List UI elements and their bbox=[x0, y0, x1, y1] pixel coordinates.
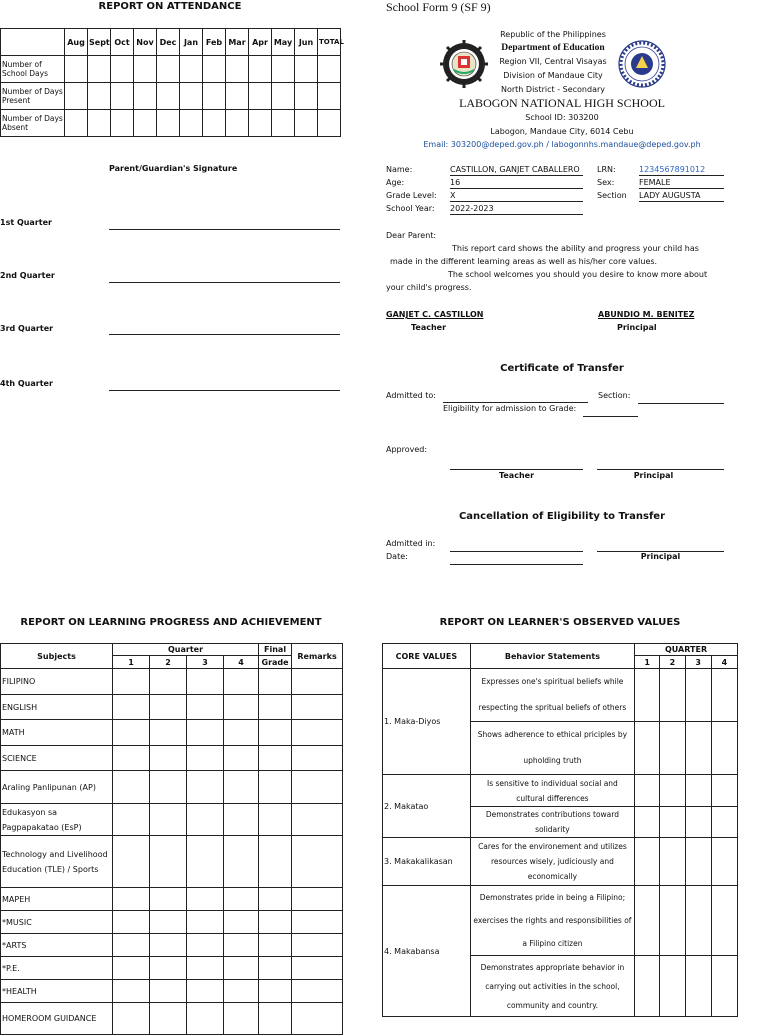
month-header: Feb bbox=[203, 29, 226, 56]
subject-row bbox=[1, 980, 343, 1003]
remarks-cell[interactable] bbox=[292, 746, 343, 771]
value-rating-cell[interactable] bbox=[660, 722, 685, 775]
transfer-title: Certificate of Transfer bbox=[500, 363, 624, 374]
values-quarter-number: 2 bbox=[660, 656, 685, 669]
quarter-grade-cell[interactable] bbox=[224, 911, 259, 934]
subject-row bbox=[1, 934, 343, 957]
deped-seal-icon bbox=[618, 40, 666, 88]
quarter-grade-cell[interactable] bbox=[224, 957, 259, 980]
final-grade-cell[interactable] bbox=[259, 836, 292, 888]
final-grade-cell[interactable] bbox=[259, 980, 292, 1003]
value-rating-cell[interactable] bbox=[635, 807, 660, 838]
quarter-grade-cell[interactable] bbox=[150, 804, 187, 836]
quarter-grade-cell[interactable] bbox=[224, 888, 259, 911]
remarks-cell[interactable] bbox=[292, 720, 343, 746]
value-rating-cell[interactable] bbox=[635, 722, 660, 775]
month-header: Jun bbox=[295, 29, 318, 56]
subject-name: Technology and Livelihood Education (TLE) / Sports bbox=[1, 836, 113, 888]
republic-line: Republic of the Philippines bbox=[500, 30, 606, 39]
grades-table bbox=[0, 643, 343, 1035]
behavior-statement: Is sensitive to individual social and cultural differences bbox=[470, 775, 634, 807]
attendance-cell[interactable] bbox=[111, 83, 134, 110]
principal-name: ABUNDIO M. BENITEZ bbox=[598, 310, 695, 319]
signature-line[interactable] bbox=[109, 334, 340, 335]
subject-row bbox=[1, 957, 343, 980]
quarter-grade-cell[interactable] bbox=[150, 1003, 187, 1035]
subject-row bbox=[1, 746, 343, 771]
quarter-label: 3rd Quarter bbox=[0, 324, 54, 333]
core-value: 3. Makakalikasan bbox=[383, 838, 471, 886]
value-rating-cell[interactable] bbox=[685, 838, 711, 886]
core-value: 2. Makatao bbox=[383, 775, 471, 838]
quarter-grade-cell[interactable] bbox=[224, 1003, 259, 1035]
letter-line: This report card shows the ability and progress your child has bbox=[452, 244, 699, 253]
quarter-grade-cell[interactable] bbox=[150, 695, 187, 720]
quarter-grade-cell[interactable] bbox=[113, 771, 150, 804]
quarter-grade-cell[interactable] bbox=[150, 957, 187, 980]
quarter-grade-cell[interactable] bbox=[187, 836, 224, 888]
quarter-number: 4 bbox=[224, 656, 259, 669]
attendance-row bbox=[1, 110, 341, 137]
attendance-row-label: Number of School Days bbox=[1, 56, 65, 83]
remarks-cell[interactable] bbox=[292, 804, 343, 836]
attendance-cell[interactable] bbox=[249, 83, 272, 110]
value-rating-cell[interactable] bbox=[711, 838, 737, 886]
value-rating-cell[interactable] bbox=[635, 956, 660, 1017]
quarter-grade-cell[interactable] bbox=[224, 836, 259, 888]
remarks-cell[interactable] bbox=[292, 771, 343, 804]
quarter-grade-cell[interactable] bbox=[187, 1003, 224, 1035]
school-year-label: School Year: bbox=[386, 204, 435, 213]
quarter-grade-cell[interactable] bbox=[150, 934, 187, 957]
attendance-cell[interactable] bbox=[134, 110, 157, 137]
attendance-row-label: Number of Days Present bbox=[1, 83, 65, 110]
quarter-grade-cell[interactable] bbox=[113, 695, 150, 720]
transfer-principal-line[interactable] bbox=[597, 469, 724, 470]
school-seal-icon bbox=[440, 40, 488, 88]
behavior-statement: Expresses one's spiritual beliefs while respecting the spritual beliefs of others bbox=[470, 669, 634, 722]
quarter-grade-cell[interactable] bbox=[224, 669, 259, 695]
remarks-cell[interactable] bbox=[292, 1003, 343, 1035]
attendance-cell[interactable] bbox=[180, 56, 203, 83]
behavior-statement: Shows adherence to ethical priciples by upholding truth bbox=[470, 722, 634, 775]
attendance-cell[interactable] bbox=[226, 56, 249, 83]
lrn-label: LRN: bbox=[597, 165, 616, 174]
subject-row bbox=[1, 720, 343, 746]
quarter-grade-cell[interactable] bbox=[187, 695, 224, 720]
final-grade-cell[interactable] bbox=[259, 957, 292, 980]
school-name: LABOGON NATIONAL HIGH SCHOOL bbox=[459, 96, 665, 110]
quarter-grade-cell[interactable] bbox=[224, 980, 259, 1003]
section-field[interactable] bbox=[638, 403, 724, 404]
value-rating-cell[interactable] bbox=[685, 886, 711, 956]
value-rating-cell[interactable] bbox=[685, 722, 711, 775]
quarter-grade-cell[interactable] bbox=[224, 695, 259, 720]
quarter-grade-cell[interactable] bbox=[187, 888, 224, 911]
quarter-grade-cell[interactable] bbox=[187, 746, 224, 771]
remarks-cell[interactable] bbox=[292, 888, 343, 911]
sex-label: Sex: bbox=[597, 178, 615, 187]
transfer-principal-label: Principal bbox=[633, 471, 674, 480]
values-quarter-number: 3 bbox=[685, 656, 711, 669]
teacher-role: Teacher bbox=[411, 323, 447, 332]
cancellation-principal-label: Principal bbox=[640, 552, 681, 561]
final-grade-cell[interactable] bbox=[259, 934, 292, 957]
quarter-grade-cell[interactable] bbox=[113, 804, 150, 836]
subject-row bbox=[1, 669, 343, 695]
grades-title: REPORT ON LEARNING PROGRESS AND ACHIEVEMENT bbox=[20, 617, 322, 628]
value-rating-cell[interactable] bbox=[635, 669, 660, 722]
date-label: Date: bbox=[386, 552, 408, 561]
values-title: REPORT ON LEARNER'S OBSERVED VALUES bbox=[439, 617, 681, 628]
subject-name: Edukasyon sa Pagpapakatao (EsP) bbox=[1, 804, 113, 836]
value-rating-cell[interactable] bbox=[711, 669, 737, 722]
attendance-corner bbox=[1, 29, 65, 56]
quarter-grade-cell[interactable] bbox=[187, 911, 224, 934]
principal-role: Principal bbox=[617, 323, 657, 332]
value-rating-cell[interactable] bbox=[711, 956, 737, 1017]
remarks-cell[interactable] bbox=[292, 695, 343, 720]
quarter-grade-cell[interactable] bbox=[113, 957, 150, 980]
quarter-grade-cell[interactable] bbox=[224, 720, 259, 746]
month-header: TOTAL bbox=[318, 29, 341, 56]
behavior-statement: Demonstrates pride in being a Filipino; exercises the rights and responsibilities of a Filipino citizen bbox=[470, 886, 634, 956]
attendance-cell[interactable] bbox=[318, 110, 341, 137]
month-header: Dec bbox=[157, 29, 180, 56]
quarter-header: Quarter bbox=[113, 644, 259, 656]
attendance-cell[interactable] bbox=[157, 110, 180, 137]
teacher-name: GANJET C. CASTILLON bbox=[386, 310, 484, 319]
attendance-table bbox=[0, 28, 344, 137]
value-rating-cell[interactable] bbox=[711, 775, 737, 807]
behavior-statement: Demonstrates contributions toward solidarity bbox=[470, 807, 634, 838]
quarter-grade-cell[interactable] bbox=[150, 888, 187, 911]
behavior-header: Behavior Statements bbox=[470, 644, 634, 669]
remarks-cell[interactable] bbox=[292, 669, 343, 695]
form-code: School Form 9 (SF 9) bbox=[386, 0, 491, 14]
subject-row bbox=[1, 804, 343, 836]
attendance-cell[interactable] bbox=[157, 56, 180, 83]
quarter-grade-cell[interactable] bbox=[187, 980, 224, 1003]
quarter-grade-cell[interactable] bbox=[113, 980, 150, 1003]
lrn-value: 1234567891012 bbox=[639, 165, 724, 176]
final-grade-cell[interactable] bbox=[259, 804, 292, 836]
quarter-number: 1 bbox=[113, 656, 150, 669]
month-header: Apr bbox=[249, 29, 272, 56]
subject-name: *MUSIC bbox=[1, 911, 113, 934]
attendance-cell[interactable] bbox=[203, 83, 226, 110]
subject-name: *HEALTH bbox=[1, 980, 113, 1003]
quarter-grade-cell[interactable] bbox=[113, 669, 150, 695]
letter-line: your child's progress. bbox=[386, 283, 472, 292]
behavior-statement: Demonstrates appropriate behavior in carrying out activities in the school, community and country. bbox=[470, 956, 634, 1017]
quarter-grade-cell[interactable] bbox=[187, 957, 224, 980]
value-rating-cell[interactable] bbox=[685, 956, 711, 1017]
quarter-grade-cell[interactable] bbox=[113, 720, 150, 746]
attendance-cell[interactable] bbox=[88, 83, 111, 110]
core-value: 4. Makabansa bbox=[383, 886, 471, 1017]
eligibility-field[interactable] bbox=[583, 416, 638, 417]
attendance-cell[interactable] bbox=[88, 110, 111, 137]
quarter-grade-cell[interactable] bbox=[224, 934, 259, 957]
subject-name: *ARTS bbox=[1, 934, 113, 957]
values-quarter-number: 1 bbox=[635, 656, 660, 669]
core-value: 1. Maka-Diyos bbox=[383, 669, 471, 775]
month-header: Sept bbox=[88, 29, 111, 56]
subject-name: ENGLISH bbox=[1, 695, 113, 720]
approved-label: Approved: bbox=[386, 445, 428, 454]
age-value: 16 bbox=[450, 178, 583, 189]
value-rating-cell[interactable] bbox=[635, 775, 660, 807]
signature-line[interactable] bbox=[109, 282, 340, 283]
eligibility-label: Eligibility for admission to Grade: bbox=[443, 404, 577, 413]
values-quarter-number: 4 bbox=[711, 656, 737, 669]
quarter-grade-cell[interactable] bbox=[113, 911, 150, 934]
division-line: Division of Mandaue City bbox=[503, 71, 603, 80]
attendance-cell[interactable] bbox=[111, 110, 134, 137]
remarks-cell[interactable] bbox=[292, 836, 343, 888]
values-table bbox=[382, 643, 738, 1017]
attendance-row bbox=[1, 83, 341, 110]
final-grade-cell[interactable] bbox=[259, 746, 292, 771]
final-grade-cell[interactable] bbox=[259, 669, 292, 695]
subject-row bbox=[1, 836, 343, 888]
school-email: Email: 303200@deped.gov.ph / labogonnhs.mandaue@deped.gov.ph bbox=[423, 140, 701, 149]
quarter-grade-cell[interactable] bbox=[113, 934, 150, 957]
quarter-grade-cell[interactable] bbox=[224, 771, 259, 804]
attendance-cell[interactable] bbox=[272, 56, 295, 83]
final-grade-cell[interactable] bbox=[259, 1003, 292, 1035]
subject-row bbox=[1, 771, 343, 804]
parent-signature-label: Parent/Guardian's Signature bbox=[109, 164, 238, 173]
attendance-cell[interactable] bbox=[65, 110, 88, 137]
region-line: Region VII, Central Visayas bbox=[499, 57, 607, 66]
quarter-number: 3 bbox=[187, 656, 224, 669]
quarter-grade-cell[interactable] bbox=[187, 720, 224, 746]
attendance-cell[interactable] bbox=[295, 56, 318, 83]
quarter-number: 2 bbox=[150, 656, 187, 669]
quarter-grade-cell[interactable] bbox=[187, 804, 224, 836]
quarter-grade-cell[interactable] bbox=[150, 911, 187, 934]
behavior-statement: Cares for the environement and utilizes resources wisely, judiciously and economically bbox=[470, 838, 634, 886]
grade-value: X bbox=[450, 191, 583, 202]
month-header: Aug bbox=[65, 29, 88, 56]
subject-name: MAPEH bbox=[1, 888, 113, 911]
quarter-grade-cell[interactable] bbox=[224, 804, 259, 836]
value-rating-cell[interactable] bbox=[685, 669, 711, 722]
attendance-cell[interactable] bbox=[111, 56, 134, 83]
attendance-cell[interactable] bbox=[134, 83, 157, 110]
value-rating-cell[interactable] bbox=[685, 775, 711, 807]
final-grade-cell[interactable] bbox=[259, 720, 292, 746]
attendance-cell[interactable] bbox=[180, 83, 203, 110]
value-rating-cell[interactable] bbox=[660, 838, 685, 886]
value-rating-cell[interactable] bbox=[711, 722, 737, 775]
value-rating-cell[interactable] bbox=[711, 807, 737, 838]
attendance-cell[interactable] bbox=[318, 83, 341, 110]
grade-label: Grade Level: bbox=[386, 191, 437, 200]
attendance-cell[interactable] bbox=[318, 56, 341, 83]
quarter-grade-cell[interactable] bbox=[150, 720, 187, 746]
admitted-in-label: Admitted in: bbox=[386, 539, 436, 548]
value-rating-cell[interactable] bbox=[660, 956, 685, 1017]
quarter-grade-cell[interactable] bbox=[113, 1003, 150, 1035]
school-address: Labogon, Mandaue City, 6014 Cebu bbox=[490, 127, 634, 136]
attendance-cell[interactable] bbox=[226, 83, 249, 110]
attendance-cell[interactable] bbox=[88, 56, 111, 83]
quarter-grade-cell[interactable] bbox=[150, 771, 187, 804]
remarks-header: Remarks bbox=[292, 644, 343, 669]
subject-row bbox=[1, 1003, 343, 1035]
subject-row bbox=[1, 695, 343, 720]
quarter-grade-cell[interactable] bbox=[150, 746, 187, 771]
subject-name: FILIPINO bbox=[1, 669, 113, 695]
final-grade-cell[interactable] bbox=[259, 771, 292, 804]
signature-line[interactable] bbox=[109, 229, 340, 230]
attendance-cell[interactable] bbox=[157, 83, 180, 110]
remarks-cell[interactable] bbox=[292, 980, 343, 1003]
sex-value: FEMALE bbox=[639, 178, 724, 189]
section-field-label: Section: bbox=[598, 391, 631, 400]
attendance-cell[interactable] bbox=[226, 110, 249, 137]
school-id: School ID: 303200 bbox=[525, 113, 599, 122]
attendance-cell[interactable] bbox=[65, 56, 88, 83]
attendance-cell[interactable] bbox=[272, 110, 295, 137]
value-rating-cell[interactable] bbox=[660, 669, 685, 722]
attendance-cell[interactable] bbox=[134, 56, 157, 83]
quarter-label: 1st Quarter bbox=[0, 218, 52, 227]
values-quarter-header: QUARTER bbox=[635, 644, 738, 656]
admitted-to-field[interactable] bbox=[443, 402, 588, 403]
month-header: Oct bbox=[111, 29, 134, 56]
quarter-grade-cell[interactable] bbox=[224, 746, 259, 771]
school-year-value: 2022-2023 bbox=[450, 204, 583, 215]
quarter-grade-cell[interactable] bbox=[187, 669, 224, 695]
month-header: Mar bbox=[226, 29, 249, 56]
name-value: CASTILLON, GANJET CABALLERO bbox=[450, 165, 583, 176]
quarter-label: 2nd Quarter bbox=[0, 271, 55, 280]
value-rating-cell[interactable] bbox=[711, 886, 737, 956]
attendance-cell[interactable] bbox=[295, 110, 318, 137]
section-label: Section bbox=[597, 191, 627, 200]
section-value: LADY AUGUSTA bbox=[639, 191, 724, 202]
subject-row bbox=[1, 888, 343, 911]
value-rating-cell[interactable] bbox=[660, 807, 685, 838]
final-header: Final bbox=[259, 644, 292, 656]
admitted-in-field[interactable] bbox=[450, 551, 583, 552]
remarks-cell[interactable] bbox=[292, 911, 343, 934]
quarter-grade-cell[interactable] bbox=[113, 746, 150, 771]
value-rating-cell[interactable] bbox=[660, 775, 685, 807]
attendance-cell[interactable] bbox=[249, 56, 272, 83]
subject-name: Araling Panlipunan (AP) bbox=[1, 771, 113, 804]
attendance-cell[interactable] bbox=[203, 110, 226, 137]
attendance-row-label: Number of Days Absent bbox=[1, 110, 65, 137]
attendance-cell[interactable] bbox=[203, 56, 226, 83]
subject-name: MATH bbox=[1, 720, 113, 746]
attendance-title: REPORT ON ATTENDANCE bbox=[98, 1, 242, 12]
value-rating-cell[interactable] bbox=[660, 886, 685, 956]
quarter-grade-cell[interactable] bbox=[187, 771, 224, 804]
final-grade-cell[interactable] bbox=[259, 911, 292, 934]
value-rating-cell[interactable] bbox=[635, 838, 660, 886]
quarter-grade-cell[interactable] bbox=[150, 836, 187, 888]
subject-row bbox=[1, 911, 343, 934]
date-field[interactable] bbox=[450, 564, 583, 565]
transfer-teacher-line[interactable] bbox=[450, 469, 583, 470]
letter-line: made in the different learning areas as well as his/her core values. bbox=[390, 257, 658, 266]
month-header: Jan bbox=[180, 29, 203, 56]
letter-greeting: Dear Parent: bbox=[386, 231, 437, 240]
subject-name: HOMEROOM GUIDANCE bbox=[1, 1003, 113, 1035]
name-label: Name: bbox=[386, 165, 413, 174]
month-header: Nov bbox=[134, 29, 157, 56]
signature-line[interactable] bbox=[109, 390, 340, 391]
quarter-grade-cell[interactable] bbox=[113, 836, 150, 888]
quarter-grade-cell[interactable] bbox=[150, 980, 187, 1003]
month-header: May bbox=[272, 29, 295, 56]
subject-name: SCIENCE bbox=[1, 746, 113, 771]
attendance-cell[interactable] bbox=[272, 83, 295, 110]
age-label: Age: bbox=[386, 178, 405, 187]
quarter-grade-cell[interactable] bbox=[150, 669, 187, 695]
final-grade-cell[interactable] bbox=[259, 695, 292, 720]
attendance-cell[interactable] bbox=[180, 110, 203, 137]
subjects-header: Subjects bbox=[1, 644, 113, 669]
attendance-cell[interactable] bbox=[249, 110, 272, 137]
quarter-label: 4th Quarter bbox=[0, 379, 53, 388]
subject-name: *P.E. bbox=[1, 957, 113, 980]
final-grade-cell[interactable] bbox=[259, 888, 292, 911]
admitted-to-label: Admitted to: bbox=[386, 391, 436, 400]
value-rating-cell[interactable] bbox=[635, 886, 660, 956]
core-values-header: CORE VALUES bbox=[383, 644, 471, 669]
transfer-teacher-label: Teacher bbox=[498, 471, 535, 480]
remarks-cell[interactable] bbox=[292, 957, 343, 980]
letter-line: The school welcomes you should you desire to know more about bbox=[448, 270, 708, 279]
department-line: Department of Education bbox=[501, 43, 605, 53]
quarter-grade-cell[interactable] bbox=[113, 888, 150, 911]
grade-header: Grade bbox=[259, 656, 292, 669]
attendance-row bbox=[1, 56, 341, 83]
attendance-cell[interactable] bbox=[65, 83, 88, 110]
quarter-grade-cell[interactable] bbox=[187, 934, 224, 957]
attendance-cell[interactable] bbox=[295, 83, 318, 110]
cancellation-title: Cancellation of Eligibility to Transfer bbox=[458, 511, 666, 522]
value-rating-cell[interactable] bbox=[685, 807, 711, 838]
district-line: North District - Secondary bbox=[501, 85, 605, 94]
remarks-cell[interactable] bbox=[292, 934, 343, 957]
